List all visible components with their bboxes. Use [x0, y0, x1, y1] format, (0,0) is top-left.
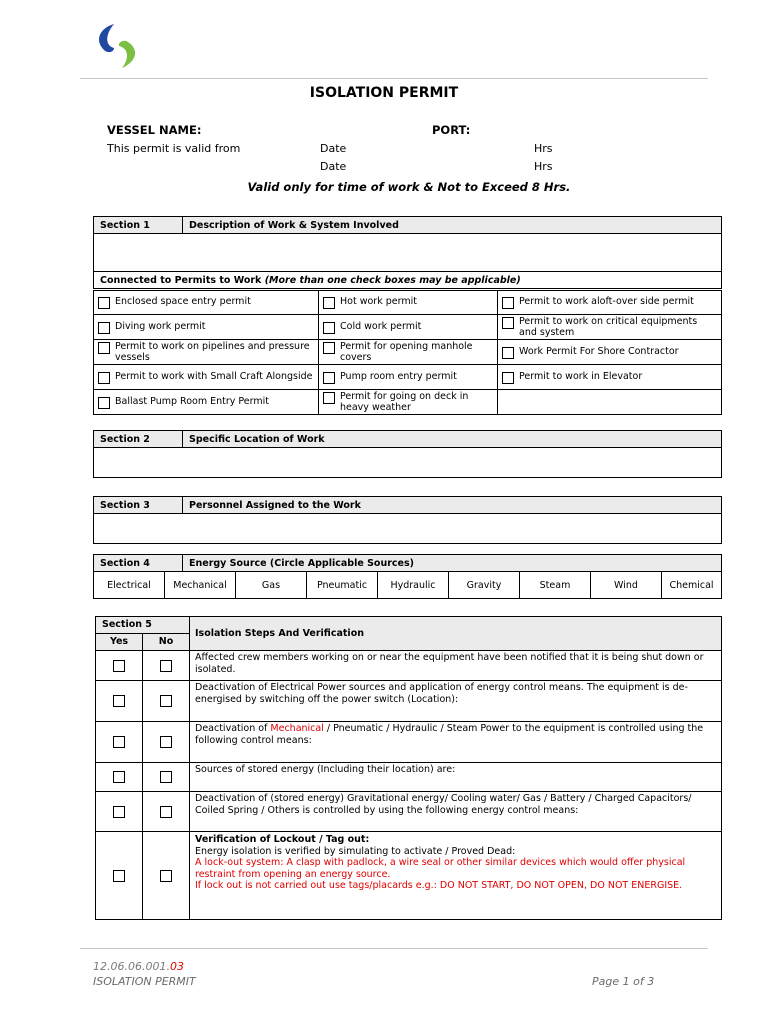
verification-line1: Energy isolation is verified by simulating to activate / Proved Dead: [195, 845, 516, 857]
section4-title: Energy Source (Circle Applicable Sources) [183, 555, 722, 572]
checkbox[interactable] [323, 322, 335, 334]
step5-text: Deactivation of (stored energy) Gravitational energy/ Cooling water/ Gas / Battery / Charged Capacitors/ Coiled Spring / Others is controlled by using the following energy control means: [190, 792, 722, 832]
date-label-1: Date [320, 142, 347, 155]
section4-table [93, 554, 722, 572]
checkbox[interactable] [323, 297, 335, 309]
yes-header: Yes [96, 634, 143, 651]
permit-diving[interactable]: Diving work permit [98, 321, 314, 334]
section1-table [93, 216, 722, 289]
verification-heading: Verification of Lockout / Tag out: [195, 834, 370, 845]
step4-yes-checkbox[interactable] [113, 771, 125, 783]
energy-gravity[interactable]: Gravity [449, 572, 520, 599]
valid-from-label: This permit is valid from [107, 142, 241, 155]
energy-electrical[interactable]: Electrical [94, 572, 165, 599]
section2-label: Section 2 [94, 431, 183, 448]
step6-no-checkbox[interactable] [160, 870, 172, 882]
company-logo [92, 22, 142, 70]
date-label-2: Date [320, 160, 347, 173]
step4-text: Sources of stored energy (Including their location) are: [190, 763, 722, 792]
section5-table [95, 616, 722, 920]
step5-yes-checkbox[interactable] [113, 806, 125, 818]
energy-chemical[interactable]: Chemical [662, 572, 722, 599]
checkbox[interactable] [98, 297, 110, 309]
permit-cold-work[interactable]: Cold work permit [323, 321, 493, 334]
section5-label: Section 5 [96, 617, 190, 634]
step2-text: Deactivation of Electrical Power sources and application of energy control means. The equipment is de- energised by switching off the power switch (Location): [190, 681, 722, 722]
permit-heavy-weather[interactable]: Permit for going on deck in heavy weather [323, 391, 493, 413]
verification-block [190, 832, 722, 920]
section5-title: Isolation Steps And Verification [190, 617, 722, 651]
checkbox[interactable] [502, 347, 514, 359]
permit-enclosed-space[interactable]: Enclosed space entry permit [98, 296, 314, 309]
energy-sources-table [93, 571, 722, 599]
step1-yes-checkbox[interactable] [113, 660, 125, 672]
checkbox[interactable] [502, 317, 514, 329]
page-title: ISOLATION PERMIT [309, 85, 459, 101]
checkbox[interactable] [323, 392, 335, 404]
personnel-field[interactable] [94, 514, 722, 544]
section1-title: Description of Work & System Involved [183, 217, 722, 234]
doc-number: 12.06.06.001.03 [93, 960, 184, 973]
port-label: PORT: [432, 123, 471, 137]
connected-permits-heading: Connected to Permits to Work (More than one check boxes may be applicable) [94, 272, 722, 289]
energy-pneumatic[interactable]: Pneumatic [307, 572, 378, 599]
energy-hydraulic[interactable]: Hydraulic [378, 572, 449, 599]
validity-note: Valid only for time of work & Not to Exceed 8 Hrs. [247, 180, 571, 194]
vessel-name-label: VESSEL NAME: [107, 123, 202, 137]
permit-critical-equipment[interactable]: Permit to work on critical equipments and system [502, 316, 717, 338]
permit-manhole[interactable]: Permit for opening manhole covers [323, 341, 493, 363]
lockout-text: A lock-out system: A clasp with padlock, a wire seal or other similar devices which would offer physical restraint from opening an energy source. [195, 857, 686, 880]
checkbox[interactable] [502, 297, 514, 309]
permit-pump-room[interactable]: Pump room entry permit [323, 371, 493, 384]
energy-mechanical[interactable]: Mechanical [165, 572, 236, 599]
step2-no-checkbox[interactable] [160, 695, 172, 707]
permit-small-craft[interactable]: Permit to work with Small Craft Alongside [98, 371, 314, 384]
step3-yes-checkbox[interactable] [113, 736, 125, 748]
no-header: No [143, 634, 190, 651]
permit-hot-work[interactable]: Hot work permit [323, 296, 493, 309]
energy-gas[interactable]: Gas [236, 572, 307, 599]
footer-doc-title: ISOLATION PERMIT [93, 975, 196, 988]
checkbox[interactable] [98, 397, 110, 409]
section3-table [93, 496, 722, 544]
page-number: Page 1 of 3 [592, 975, 655, 988]
step6-yes-checkbox[interactable] [113, 870, 125, 882]
energy-wind[interactable]: Wind [591, 572, 662, 599]
permit-aloft[interactable]: Permit to work aloft-over side permit [502, 296, 717, 309]
step5-no-checkbox[interactable] [160, 806, 172, 818]
tagout-text: If lock out is not carried out use tags/placards e.g.: DO NOT START, DO NOT OPEN, DO NOT ENERGISE. [195, 880, 683, 891]
permit-shore-contractor[interactable]: Work Permit For Shore Contractor [502, 346, 717, 359]
permit-empty-cell [498, 390, 722, 415]
section3-label: Section 3 [94, 497, 183, 514]
location-field[interactable] [94, 448, 722, 478]
permit-pipelines[interactable]: Permit to work on pipelines and pressure vessels [98, 341, 314, 363]
step1-text: Affected crew members working on or near the equipment have been notified that it is being shut down or isolated. [190, 651, 722, 681]
step1-no-checkbox[interactable] [160, 660, 172, 672]
checkbox[interactable] [323, 342, 335, 354]
section1-description-field[interactable] [94, 234, 722, 272]
permit-elevator[interactable]: Permit to work in Elevator [502, 371, 717, 384]
permit-ballast-pump-room[interactable]: Ballast Pump Room Entry Permit [98, 396, 314, 409]
energy-steam[interactable]: Steam [520, 572, 591, 599]
step3-no-checkbox[interactable] [160, 736, 172, 748]
section4-label: Section 4 [94, 555, 183, 572]
checkbox[interactable] [98, 322, 110, 334]
section3-title: Personnel Assigned to the Work [183, 497, 722, 514]
checkbox[interactable] [323, 372, 335, 384]
step4-no-checkbox[interactable] [160, 771, 172, 783]
section1-label: Section 1 [94, 217, 183, 234]
section2-table [93, 430, 722, 478]
checkbox[interactable] [98, 342, 110, 354]
hrs-label-1: Hrs [534, 142, 553, 155]
permits-table [93, 290, 722, 415]
step3-text: Deactivation of Mechanical / Pneumatic / Hydraulic / Steam Power to the equipment is controlled using the following control means: [190, 722, 722, 763]
checkbox[interactable] [98, 372, 110, 384]
section2-title: Specific Location of Work [183, 431, 722, 448]
step2-yes-checkbox[interactable] [113, 695, 125, 707]
hrs-label-2: Hrs [534, 160, 553, 173]
checkbox[interactable] [502, 372, 514, 384]
